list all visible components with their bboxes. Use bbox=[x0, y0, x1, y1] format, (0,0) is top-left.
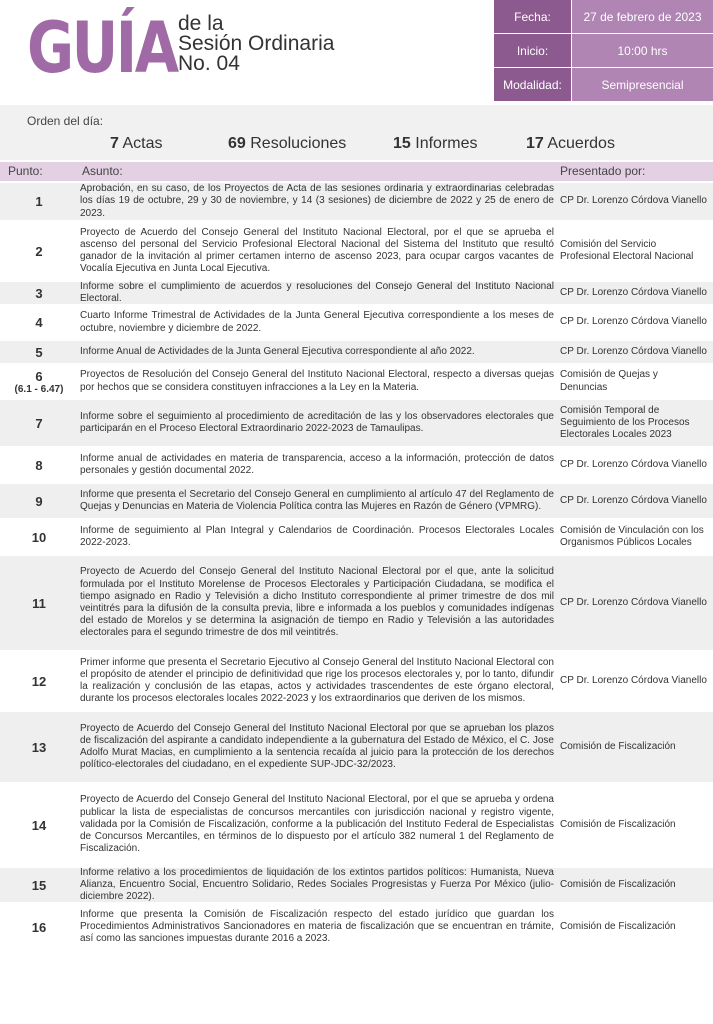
meta-value: 10:00 hrs bbox=[571, 34, 713, 68]
row-presenter bbox=[556, 868, 713, 902]
row-number bbox=[0, 222, 78, 280]
row-subject bbox=[78, 365, 556, 398]
row-number bbox=[0, 712, 78, 782]
row-presenter-text: Comisión de Fiscalización bbox=[560, 818, 676, 830]
row-subject bbox=[78, 904, 556, 950]
table-row bbox=[0, 784, 713, 868]
table-row bbox=[0, 282, 713, 306]
meta-label: Inicio: bbox=[494, 34, 571, 68]
row-number bbox=[0, 341, 78, 363]
count-resoluciones bbox=[228, 135, 346, 153]
row-presenter-text: CP Dr. Lorenzo Córdova Vianello bbox=[560, 494, 707, 506]
table-row bbox=[0, 448, 713, 484]
count-label: Acuerdos bbox=[547, 135, 615, 152]
row-presenter bbox=[556, 556, 713, 650]
row-number-value: 7 bbox=[35, 415, 43, 431]
row-presenter-text: CP Dr. Lorenzo Córdova Vianello bbox=[560, 458, 707, 470]
table-row bbox=[0, 712, 713, 784]
count-label: Informes bbox=[415, 135, 478, 152]
row-subject-text: Aprobación, en su caso, de los Proyectos de Acta de las sesiones ordinaria y extraordinarias celebradas los días 19 de octubre, 29 y 30 de noviembre, y 14 (3 sesiones) de diciembre de 2022 y 25 de enero de 2023. bbox=[80, 183, 554, 219]
row-number bbox=[0, 400, 78, 446]
row-number-value: 2 bbox=[35, 243, 43, 259]
row-subject-text: Proyecto de Acuerdo del Consejo General del Instituto Nacional Electoral por el que, ante la solicitud formulada por el Instituto Morelense de Procesos Electorales y Participación Ciudadana, se modifica el tiempo asignado en Radio y Televisión a dicho Instituto correspondiente al primer trimestre de dos mil veintitrés para la difusión de la consulta previa, libre e informada a los pueblos y comunidades indígenas del estado de Morelos y se determina la asignación de tiempo en Radio y Televisión a las autoridades electorales para el segundo trimestre de dos mil veintitrés. bbox=[80, 566, 554, 639]
row-presenter-text: Comisión del Servicio Profesional Electoral Nacional bbox=[560, 238, 694, 262]
row-subject-text: Proyecto de Acuerdo del Consejo General del Instituto Nacional Electoral, por el que se aprueba el ascenso del personal del Servicio Profesional Electoral Nacional del Sistema del Instituto que resultó ganador de la invitación al primer certamen interno de ascenso 2023, para ocupar cargos vacantes de Vocalía Ejecutiva en Junta Local Ejecutiva. bbox=[80, 226, 554, 275]
row-subrange: (6.1 - 6.47) bbox=[14, 383, 64, 395]
row-number bbox=[0, 484, 78, 518]
table-row bbox=[0, 556, 713, 652]
row-presenter bbox=[556, 365, 713, 398]
row-number-value: 16 bbox=[31, 919, 47, 935]
row-subject-text: Informe Anual de Actividades de la Junta General Ejecutiva correspondiente al año 2022. bbox=[80, 345, 475, 357]
row-presenter bbox=[556, 784, 713, 866]
table-header bbox=[0, 162, 713, 181]
row-number bbox=[0, 306, 78, 339]
row-presenter-text: Comisión de Fiscalización bbox=[560, 878, 676, 890]
table-row bbox=[0, 365, 713, 400]
count-number: 15 bbox=[393, 135, 411, 152]
header-punto: Punto: bbox=[8, 164, 43, 178]
row-presenter bbox=[556, 306, 713, 339]
row-number-value: 13 bbox=[31, 739, 47, 755]
session-subtitle bbox=[178, 14, 334, 74]
count-number: 17 bbox=[526, 135, 544, 152]
header bbox=[0, 0, 713, 103]
row-subject-text: Informe sobre el cumplimiento de acuerdos y resoluciones del Consejo General del Instituto Nacional Electoral. bbox=[80, 280, 554, 304]
row-presenter-text: Comisión de Fiscalización bbox=[560, 740, 676, 752]
guide-title: GUÍA bbox=[27, 7, 177, 89]
row-subject-text: Proyecto de Acuerdo del Consejo General del Instituto Nacional Electoral, por el que se aprueba y ordena publicar la lista de especialistas de concursos mercantiles con jurisdicción nacional y registro vigente, validada por la Comisión de Fiscalización, conforme a la publicación del Instituto Federal de Especialistas de Concursos Mercantiles, en términos de lo dispuesto por el artículo 382 numeral 1 del Reglamento de Fiscalización. bbox=[80, 794, 554, 855]
row-number-value: 4 bbox=[35, 315, 43, 330]
row-number bbox=[0, 183, 78, 220]
row-subject-text: Informe sobre el seguimiento al procedimiento de acreditación de las y los observadores electorales que participarán en el Proceso Electoral Extraordinario 2022-2023 de Tamaulipas. bbox=[80, 410, 554, 434]
row-presenter-text: Comisión de Quejas y Denuncias bbox=[560, 369, 658, 393]
row-subject bbox=[78, 556, 556, 650]
row-subject bbox=[78, 868, 556, 902]
row-subject-text: Proyectos de Resolución del Consejo General del Instituto Nacional Electoral, respecto a diversas quejas por hechos que se considera constituyen infracciones a la Ley en la Materia. bbox=[80, 369, 554, 393]
agenda-label: Orden del día: bbox=[27, 114, 104, 128]
table-row bbox=[0, 400, 713, 448]
row-number-value: 14 bbox=[31, 817, 47, 833]
row-presenter bbox=[556, 652, 713, 710]
table-row bbox=[0, 341, 713, 365]
row-presenter-text: Comisión de Vinculación con los Organismos Públicos Locales bbox=[560, 524, 704, 548]
count-label: Actas bbox=[122, 135, 163, 152]
count-informes bbox=[393, 135, 478, 153]
row-number-value: 8 bbox=[35, 457, 43, 473]
row-subject-text: Proyecto de Acuerdo del Consejo General del Instituto Nacional Electoral por que se aprueban los plazos de fiscalización del aspirante a candidato independiente a la gubernatura del Estado de México, el C. Jose Adolfo Murat Macias, en cumplimiento a la sentencia recaída al juicio para la protección de los derechos político-electorales del ciudadano, en el expediente SUP-JDC-32/2023. bbox=[80, 722, 554, 771]
row-presenter-text: CP Dr. Lorenzo Córdova Vianello bbox=[560, 195, 707, 207]
row-presenter bbox=[556, 520, 713, 554]
row-subject bbox=[78, 484, 556, 518]
agenda-summary bbox=[0, 105, 713, 160]
row-subject bbox=[78, 341, 556, 363]
row-number bbox=[0, 868, 78, 902]
row-number bbox=[0, 520, 78, 554]
table-row bbox=[0, 904, 713, 952]
row-subject-text: Cuarto Informe Trimestral de Actividades de la Junta General Ejecutiva correspondiente a los meses de octubre, noviembre y diciembre de 2022. bbox=[80, 310, 554, 334]
count-number: 7 bbox=[110, 135, 119, 152]
row-number bbox=[0, 556, 78, 650]
row-number-value: 12 bbox=[31, 673, 47, 689]
row-number-value: 5 bbox=[35, 344, 43, 360]
row-subject bbox=[78, 222, 556, 280]
row-number bbox=[0, 448, 78, 482]
subtitle-line: de la bbox=[178, 12, 224, 35]
count-acuerdos bbox=[526, 135, 615, 153]
row-number-value: 6 bbox=[35, 368, 43, 384]
row-presenter-text: Comisión Temporal de Seguimiento de los Procesos Electorales Locales 2023 bbox=[560, 404, 690, 441]
row-presenter bbox=[556, 904, 713, 950]
row-subject-text: Primer informe que presenta el Secretario Ejecutivo al Consejo General del Instituto Nacional Electoral con el propósito de atender el principio de definitividad que rige los procesos electorales y, por lo tanto, difundir la realización y conclusión de las etapas, actos y actividades trascendentes de este órgano electoral, durante los procesos electorales locales 2022-2023 y los extraordinarios que deriven de los mismos. bbox=[80, 656, 554, 705]
meta-value: 27 de febrero de 2023 bbox=[571, 0, 713, 34]
row-presenter bbox=[556, 484, 713, 518]
row-subject-text: Informe que presenta el Secretario del Consejo General en cumplimiento al artículo 47 del Reglamento de Quejas y Denuncias en Materia de Violencia Política contra las Mujeres en Razón de Género (VPMRG). bbox=[80, 488, 554, 512]
row-number bbox=[0, 282, 78, 304]
agenda-counts bbox=[0, 135, 713, 157]
row-subject-text: Informe de seguimiento al Plan Integral y Calendarios de Coordinación. Procesos Electorales Locales 2022-2023. bbox=[80, 524, 554, 548]
table-row bbox=[0, 222, 713, 282]
row-subject bbox=[78, 306, 556, 339]
row-presenter-text: CP Dr. Lorenzo Córdova Vianello bbox=[560, 345, 707, 357]
row-number-value: 15 bbox=[31, 877, 47, 893]
row-presenter bbox=[556, 282, 713, 304]
row-presenter bbox=[556, 712, 713, 782]
row-subject bbox=[78, 652, 556, 710]
row-number bbox=[0, 652, 78, 710]
table-row bbox=[0, 306, 713, 341]
row-subject bbox=[78, 400, 556, 446]
table-row bbox=[0, 868, 713, 904]
meta-row-mode bbox=[494, 68, 713, 102]
agenda-table bbox=[0, 183, 713, 952]
row-number-value: 1 bbox=[35, 194, 43, 209]
meta-value: Semipresencial bbox=[571, 68, 713, 102]
row-number-value: 11 bbox=[32, 595, 46, 611]
session-meta bbox=[494, 0, 713, 103]
header-asunto: Asunto: bbox=[82, 164, 123, 178]
row-presenter-text: CP Dr. Lorenzo Córdova Vianello bbox=[560, 674, 707, 686]
table-row bbox=[0, 652, 713, 712]
subtitle-line: Sesión Ordinaria bbox=[178, 32, 335, 55]
meta-label: Fecha: bbox=[494, 0, 571, 34]
row-subject bbox=[78, 520, 556, 554]
count-number: 69 bbox=[228, 135, 246, 152]
row-number-value: 9 bbox=[35, 493, 43, 509]
table-row bbox=[0, 183, 713, 222]
table-row bbox=[0, 520, 713, 556]
row-presenter-text: CP Dr. Lorenzo Córdova Vianello bbox=[560, 286, 707, 298]
row-presenter bbox=[556, 183, 713, 220]
row-subject-text: Informe relativo a los procedimientos de liquidación de los extintos partidos políticos: Humanista, Nueva Alianza, Encuentro Social, Encuentro Solidario, Redes Sociales Progresistas y Fuerza Por México (julio-diciembre 2022). bbox=[80, 866, 554, 903]
meta-row-start bbox=[494, 34, 713, 68]
row-subject bbox=[78, 448, 556, 482]
row-subject-text: Informe anual de actividades en materia de transparencia, acceso a la información, protección de datos personales y gestión documental 2022. bbox=[80, 452, 554, 476]
row-presenter-text: CP Dr. Lorenzo Córdova Vianello bbox=[560, 596, 707, 608]
row-subject bbox=[78, 784, 556, 866]
row-presenter bbox=[556, 341, 713, 363]
count-label: Resoluciones bbox=[250, 135, 347, 152]
header-presentado: Presentado por: bbox=[560, 164, 646, 178]
row-presenter-text: CP Dr. Lorenzo Córdova Vianello bbox=[560, 316, 707, 328]
count-actas bbox=[110, 135, 162, 153]
row-number bbox=[0, 784, 78, 866]
table-row bbox=[0, 484, 713, 520]
meta-label: Modalidad: bbox=[494, 68, 571, 102]
subtitle-line: No. 04 bbox=[178, 52, 240, 75]
row-subject bbox=[78, 712, 556, 782]
row-presenter bbox=[556, 400, 713, 446]
row-subject bbox=[78, 183, 556, 220]
row-presenter bbox=[556, 448, 713, 482]
meta-row-date bbox=[494, 0, 713, 34]
row-subject bbox=[78, 282, 556, 304]
row-subject-text: Informe que presenta la Comisión de Fiscalización respecto del estado jurídico que guardan los Procedimientos Administrativos Sancionadores en materia de fiscalización que se encuentran en trámite, así como las sanciones impuestas durante 2016 a 2023. bbox=[80, 908, 554, 945]
row-number bbox=[0, 365, 78, 398]
row-number-value: 3 bbox=[35, 285, 43, 301]
row-number-value: 10 bbox=[31, 529, 47, 545]
row-number bbox=[0, 904, 78, 950]
row-presenter-text: Comisión de Fiscalización bbox=[560, 920, 676, 932]
row-presenter bbox=[556, 222, 713, 280]
